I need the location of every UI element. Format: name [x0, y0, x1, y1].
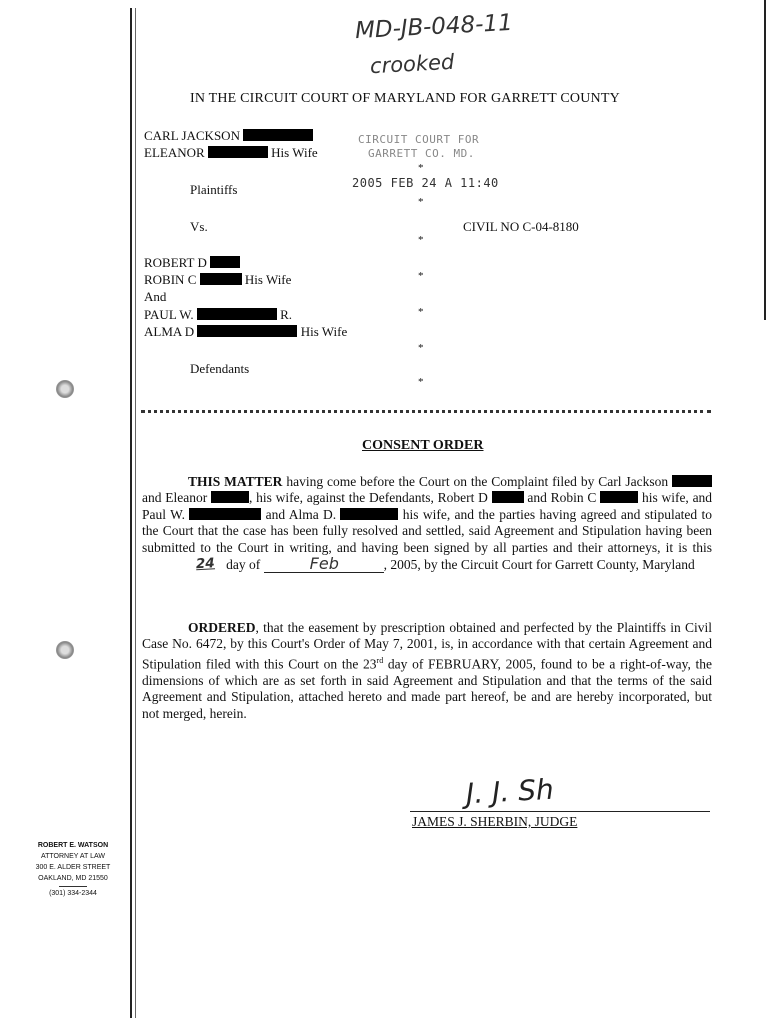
caption-star: *: [418, 196, 424, 208]
left-margin-rule: [130, 8, 132, 1018]
defendant-3: PAUL W. R.: [144, 307, 293, 322]
court-title: IN THE CIRCUIT COURT OF MARYLAND FOR GARRETT COUNTY: [190, 91, 620, 106]
redaction: [243, 129, 313, 141]
right-edge-rule: [764, 0, 766, 320]
order-title: CONSENT ORDER: [362, 438, 484, 453]
redaction: [210, 256, 240, 268]
plaintiffs-label: Plaintiffs: [190, 182, 238, 197]
attorney-city: OAKLAND, MD 21550: [38, 875, 108, 882]
defendants-label: Defendants: [190, 361, 250, 376]
attorney-title: ATTORNEY AT LAW: [40, 853, 106, 860]
redaction: [672, 475, 712, 487]
paragraph-recitals: THIS MATTER having come before the Court on the Complaint filed by Carl Jackson and Eleanor , his wife, against the Defendants, Robert D and Robin C his wife, and Paul W. and Alma D. his wife, and the parties having agreed and stipulated to the Court that the case has been fully resolved and settled, said Agreement and Stipulation having been submitted to the Court in writing, and having been signed by all parties and their attorneys, it is this 24 day of Feb , 2005, by the Circuit Court for Garrett County, Maryland: [142, 474, 712, 573]
caption-star: *: [418, 162, 424, 174]
filing-stamp-line1: CIRCUIT COURT FOR: [358, 133, 480, 146]
defendant-2: ROBIN C His Wife: [144, 272, 292, 287]
civil-number: CIVIL NO C-04-8180: [463, 219, 579, 234]
redaction: [197, 325, 297, 337]
defendant-4: ALMA D His Wife: [144, 324, 348, 339]
defendant-1: ROBERT D: [144, 254, 240, 271]
redaction: [492, 491, 524, 503]
punch-hole: [56, 380, 74, 398]
attorney-phone: (301) 334-2344: [49, 890, 97, 897]
caption-and: And: [144, 289, 167, 304]
punch-hole: [56, 641, 74, 659]
caption-star: *: [418, 306, 424, 318]
filing-stamp-line2: GARRETT CO. MD.: [368, 147, 475, 160]
filing-stamp-line3: 2005 FEB 24 A 11:40: [352, 176, 499, 190]
judge-signature: J. J. Sh: [465, 772, 555, 811]
redaction: [189, 508, 261, 520]
handwritten-case-ref: MD-JB-048-11: [354, 9, 514, 45]
handwritten-note: crooked: [369, 49, 455, 79]
paragraph-ordered: ORDERED, that the easement by prescription obtained and perfected by the Plaintiffs in Civil Case No. 6472, by this Court's Order of May 7, 2001, is, in accordance with that certain Agreement and Stipulation filed with this Court on the 23rd day of FEBRUARY, 2005, found to be a right-of-way, the dimensions of which are as set forth in said Agreement and Stipulation and that the terms of the said Agreement and Stipulation, attached hereto and made part hereof, be and are hereby incorporated, but not merged, herein.: [142, 620, 713, 721]
redaction: [211, 491, 249, 503]
caption-star: *: [418, 270, 424, 282]
versus: Vs.: [190, 219, 208, 234]
ordered-lead: ORDERED: [188, 620, 256, 635]
redaction: [340, 508, 398, 520]
redaction: [600, 491, 638, 503]
this-matter-lead: THIS MATTER: [188, 474, 283, 489]
caption-star: *: [418, 234, 424, 246]
attorney-name: ROBERT E. WATSON: [37, 842, 109, 849]
judge-name: JAMES J. SHERBIN, JUDGE: [412, 814, 578, 829]
redaction: [197, 308, 277, 320]
left-margin-rule-inner: [135, 8, 136, 1018]
plaintiff-2: ELEANOR His Wife: [144, 145, 318, 160]
caption-divider: [141, 410, 711, 413]
redaction: [200, 273, 242, 285]
handwritten-day: 24: [195, 555, 216, 573]
redaction: [208, 146, 268, 158]
caption-star: *: [418, 376, 424, 388]
attorney-block: [18, 840, 128, 899]
plaintiff-1: CARL JACKSON: [144, 127, 313, 144]
caption-star: *: [418, 342, 424, 354]
handwritten-month: Feb: [264, 556, 384, 573]
attorney-street: 300 E. ALDER STREET: [35, 864, 111, 871]
signature-line: [410, 811, 710, 812]
